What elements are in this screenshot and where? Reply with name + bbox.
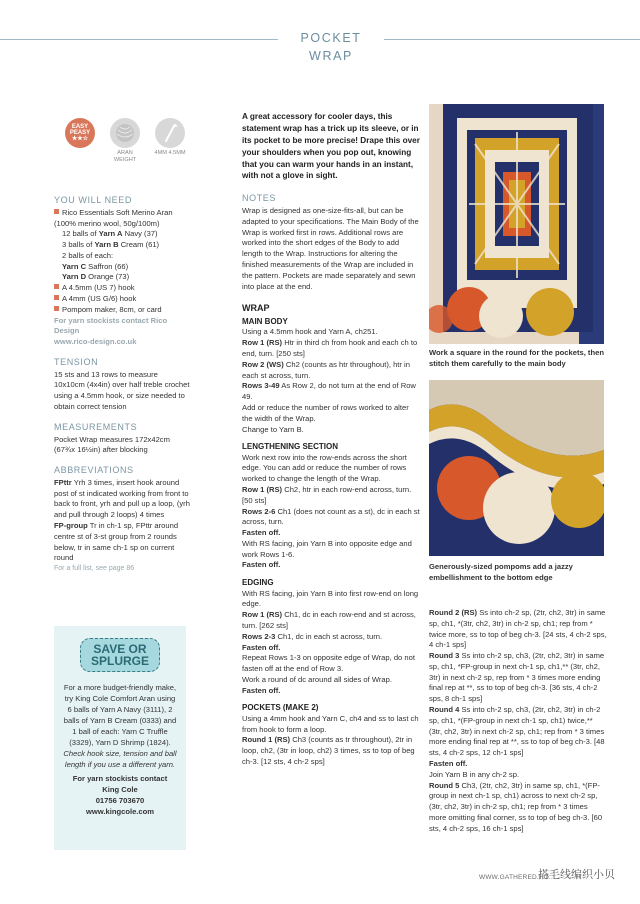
abbreviations-heading: ABBREVIATIONS (54, 465, 134, 476)
yarn-weight-badge (107, 118, 143, 163)
hook-size-badge (152, 118, 188, 157)
pockets-heading: POCKETS (MAKE 2) (242, 703, 319, 713)
yarn-weight-label: ARAN WEIGHT (113, 150, 137, 163)
crochet-hook-icon (155, 118, 185, 148)
rico-url-link[interactable]: www.rico-design.co.uk (54, 337, 137, 347)
yarn-item: Rico Essentials Soft Merino Aran (100% merino wool, 50g/100m) (54, 207, 173, 228)
pompoms-photo-caption: Generously-sized pompoms add a jazzy embellishment to the bottom edge (429, 562, 573, 582)
tension-heading: TENSION (54, 356, 99, 367)
hook-item-4: A 4mm (US G/6) hook (54, 294, 190, 305)
main-body-instructions: Using a 4.5mm hook and Yarn A, ch251. Row 1 (RS) Htr in third ch from hook and each ch to end, turn. [250 sts] Row 2 (WS) Ch2 (counts as htr throughout), htr in each st across, turn. Rows 3-49 As Row 2, do not turn at the end of Row 49. Add or reduce the number of rows worked to alter the width of the Wrap. Change to Yarn B. (242, 327, 418, 434)
footer-url: WWW.GATHERED.HO... (479, 874, 556, 881)
pockets-instructions: Using a 4mm hook and Yarn C, ch4 and ss to last ch from hook to form a loop. Round 1 (RS) Ch3 (counts as tr throughout), 2tr in loop, ch2, (3tr in loop, ch2) 3 times, ss to top of beg ch-3. [12 sts, 4 ch-2 sps] (242, 713, 419, 766)
hook-item-45: A 4.5mm (US 7) hook (54, 283, 190, 294)
abbrev-fpttr: FPttr Yrh 3 times, insert hook around post of st indicated working from front to back to front, yrh and pull up a loop, (yrh and pull through 2 loops) 4 times (54, 477, 190, 520)
left-column (54, 194, 190, 574)
lengthening-heading: LENGTHENING SECTION (242, 442, 339, 452)
measurements-heading: MEASUREMENTS (54, 421, 138, 432)
right-column: Round 2 (RS) Ss into ch-2 sp, (2tr, ch2, 3tr) in same sp, ch1, *(3tr, ch2, 3tr) in ch-2 sp, ch1; rep from * twice more, ss to top of beg ch-3. [24 sts, 4 ch-2 sps, 4 ch-1 sps] Round 3 Ss into ch-2 sp, ch3, (2tr, ch2, 3tr) in same sp, ch1, *FP-group in next ch-1 sp, ch1,** (3tr, ch2, 3tr) in next ch-2 sp, rep from * 3 times more ending final rep at **, ss to top of beg ch-3. [36 sts, 4 ch-2 sps, 8 ch-1 sps] Round 4 Ss into ch-2 sp, ch3, (2tr, ch2, 3tr) in ch-2 sp, ch1, *(FP-group in next ch-1 sp, ch1) twice,** (3tr, ch2, 3tr) in next ch-2 sp, ch1; rep from * 3 times more ending final rep at **, ss to top of beg ch-3. [48 sts, 4 ch-2 sps, 12 ch-1 sps] Fasten off. Join Yarn B in any ch-2 sp. Round 5 Ch3, (2tr, ch2, 3tr) in same sp, ch1, *(FP-group in next ch-1 sp, ch1) across to next ch-2 sp, (3tr, ch2, 3tr) in ch-2 sp, ch1; rep from * 3 times more omitting final corner, ss to top of beg ch-3. [60 sts, 4 ch-2 sps, 16 ch-1 sps] (429, 608, 607, 833)
edging-instructions: With RS facing, join Yarn B into first row-end on long edge. Row 1 (RS) Ch1, dc in each row-end and st across, turn. [262 sts] Rows 2-3 Ch1, dc in each st across, turn. Fasten off. Repeat Rows 1-3 on opposite edge of Wrap, do not fasten off at the end of Row 3. Work a round of dc around all sides of Wrap. Fasten off. (242, 588, 419, 695)
pocket-photo-caption: Work a square in the round for the pockets, then stitch them carefully to the main body (429, 348, 604, 368)
pompoms-photo (429, 380, 604, 556)
save-splurge-text: For a more budget-friendly make, try King Cole Comfort Aran using 6 balls of Yarn A Navy (3111), 2 balls of Yarn B Cream (0333) and 1 ball of each: Yarn C Truffle (3329), Yarn D Shrimp (1824). (63, 683, 177, 747)
yarn-ball-icon (110, 118, 140, 148)
kingcole-stockists: For yarn stockists contact (72, 774, 168, 783)
kingcole-phone: 01756 703670 (95, 796, 145, 805)
notes-text: Wrap is designed as one-size-fits-all, but can be adapted to your specifications. The Main Body of the Wrap is worked first in rows. Additional rows are worked into the short edges of the Body to add length to the Wrap. Instructions for altering the finished measurements of the Wrap are included in the pattern. Pockets are made separately and sewn into place at the end. (242, 206, 419, 291)
hook-size-label: 4MM 4.5MM (154, 150, 186, 156)
easy-peasy-badge: EASY PEASY ★★☆ (65, 118, 95, 148)
page-title: POCKET WRAP (300, 31, 362, 63)
measurements-text: Pocket Wrap measures 172x42cm (67¾x 16½in) after blocking (54, 434, 170, 455)
save-splurge-note: Check hook size, tension and ball length if you use a different yarn. (63, 749, 177, 769)
kingcole-name: King Cole (102, 785, 138, 794)
header-rule-left (0, 39, 278, 40)
stockists-text: For yarn stockists contact Rico Design (54, 315, 168, 336)
wrap-heading: WRAP (242, 303, 270, 314)
notes-heading: NOTES (242, 193, 277, 204)
difficulty-badge (62, 118, 98, 148)
intro-text: A great accessory for cooler days, this statement wrap has a trick up its sleeve, or in its pocket to be more precise! Drape this over your shoulders when you pop out, knowing that you can warm your hands in an instant, with not a glove in sight. (242, 112, 420, 181)
middle-column (242, 111, 420, 768)
tension-text: 15 sts and 13 rows to measure 10x10cm (4x4in) over half treble crochet using a 4.5mm hook, or size needed to obtain correct tension (54, 369, 190, 412)
pocket-square-photo (429, 104, 604, 344)
kingcole-url-link[interactable]: www.kingcole.com (85, 807, 155, 816)
save-or-splurge-box (54, 626, 186, 850)
you-will-need-heading: YOU WILL NEED (54, 195, 132, 205)
save-splurge-title: SAVE OR SPLURGE (80, 638, 160, 672)
abbrev-fp-group: FP-group Tr in ch-1 sp, FPttr around centre st of 3-st group from 2 rounds below, tr in same ch-1 sp on current round (54, 521, 179, 563)
edging-heading: EDGING (242, 578, 274, 588)
pompom-item: Pompom maker, 8cm, or card (54, 305, 190, 316)
full-list-link[interactable]: For a full list, see page 86 (54, 565, 135, 573)
lengthening-instructions: Work next row into the row-ends across the short edge. You can add or reduce the number of rows worked to change the length of the Wrap. Row 1 (RS) Ch2, htr in each row-end across, turn. [50 sts] Rows 2-6 Ch1 (does not count as a st), dc in each st across, turn. Fasten off. With RS facing, join Yarn B into opposite edge and work Rows 1-6. Fasten off. (242, 452, 420, 570)
footer-watermark: 搭毛线编织小贝 (538, 869, 615, 881)
difficulty-badges (62, 118, 188, 163)
header-rule-right (384, 39, 640, 40)
main-body-heading: MAIN BODY (242, 317, 288, 327)
yarn-quantities: 12 balls of Yarn A Navy (37) 3 balls of Yarn B Cream (61) 2 balls of each: Yarn C Saffron (66) Yarn D Orange (73) (62, 229, 160, 282)
